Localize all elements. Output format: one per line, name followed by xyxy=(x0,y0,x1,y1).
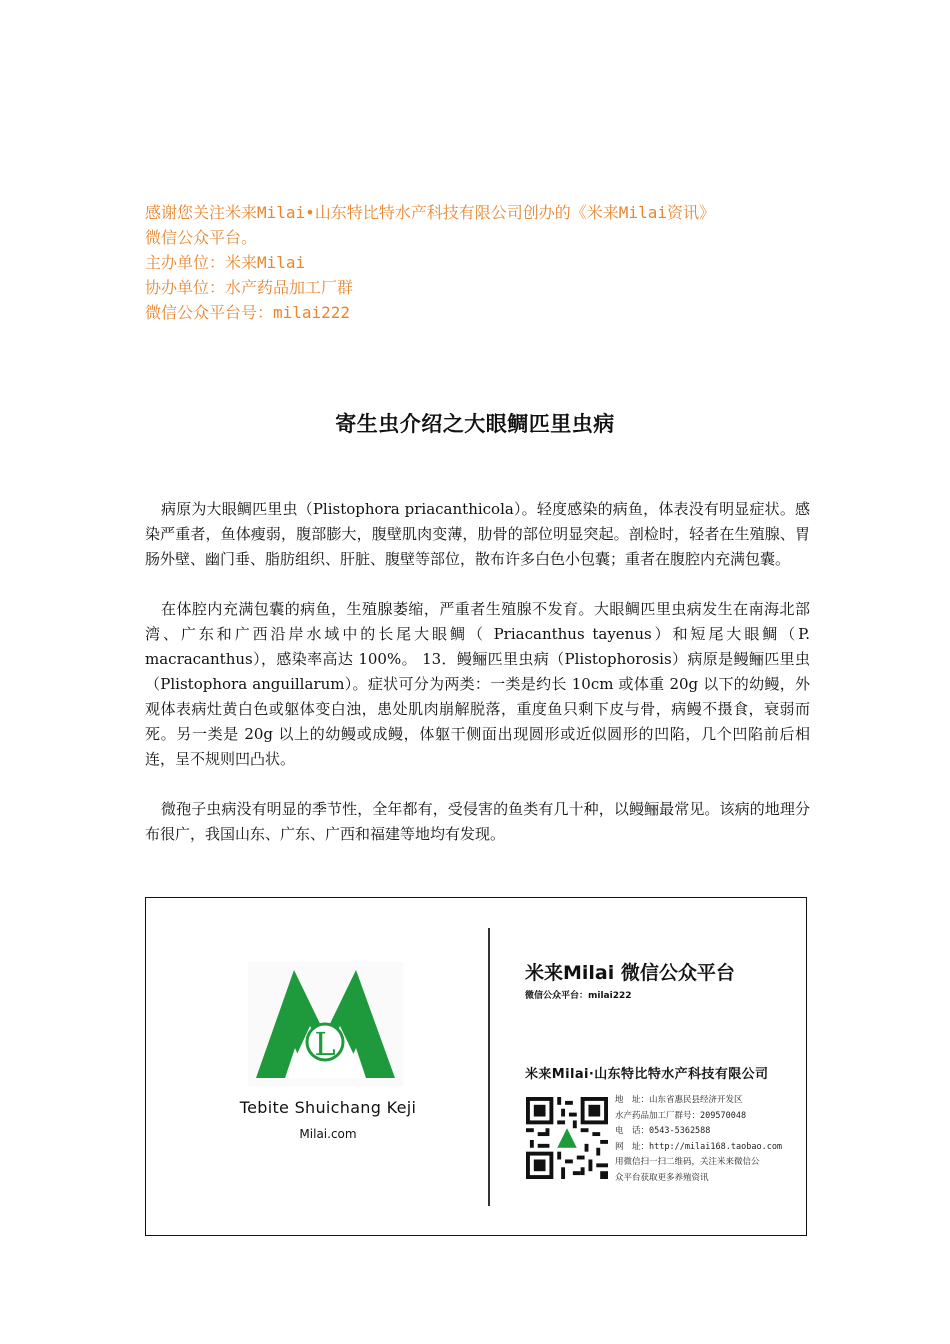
contact-scan-note-2: 众平台获取更多养殖资讯 xyxy=(615,1172,709,1183)
card-account: 微信公众平台：milai222 xyxy=(525,991,632,1001)
contact-address: 地 址：山东省惠民县经济开发区 xyxy=(615,1095,743,1105)
intro-block xyxy=(145,200,825,325)
business-card xyxy=(145,897,807,1236)
card-heading: 米来Milai 微信公众平台 xyxy=(525,962,735,984)
logo-letter: L xyxy=(314,1025,336,1063)
contact-info xyxy=(615,1093,782,1187)
co-host-line: 协办单位：水产药品加工厂群 xyxy=(145,278,354,297)
contact-group: 水产药品加工厂群号：209570048 xyxy=(615,1110,747,1121)
card-company: 米来Milai·山东特比特水产科技有限公司 xyxy=(525,1067,769,1082)
logo-english-name: Tebite Shuichang Keji xyxy=(239,1098,417,1117)
article-title: 寄生虫介绍之大眼鲷匹里虫病 xyxy=(335,411,615,436)
paragraph-2: 在体腔内充满包囊的病鱼，生殖腺萎缩，严重者生殖腺不发育。大眼鲷匹里虫病发生在南海北部湾、广东和广西沿岸水域中的长尾大眼鲷（ Priacanthus tayenus）和短尾大眼鲷（P. macracanthus），感染率高达 100%。 13．鳗鲡匹里虫病（Plistophorosis）病原是鳗鲡匹里虫（Plistophora anguillarum）。症状可分为两类：一类是约长 10cm 或体重 20g 以下的幼鳗，外观体表病灶黄白色或躯体变白浊，患处肌肉崩解脱落，重度鱼只剩下皮与骨，病鳗不摄食，衰弱而死。另一类是 20g 以上的幼鳗或成鳗，体躯干侧面出现圆形或近似圆形的凹陷，几个凹陷前后相连，呈不规则凹凸状。 xyxy=(145,600,810,768)
paragraph-3: 微孢子虫病没有明显的季节性，全年都有，受侵害的鱼类有几十种，以鳗鲡最常见。该病的地理分布很广，我国山东、广东、广西和福建等地均有发现。 xyxy=(145,800,810,843)
contact-website: 网 址：http://milai168.taobao.com xyxy=(615,1141,783,1152)
intro-line-2: 微信公众平台。 xyxy=(145,228,258,247)
milai-logo-icon xyxy=(248,962,403,1086)
article-body xyxy=(145,497,810,847)
host-line: 主办单位：米来Milai xyxy=(145,253,306,272)
paragraph-1: 病原为大眼鲷匹里虫（Plistophora priacanthicola）。轻度感染的病鱼，体表没有明显症状。感染严重者，鱼体瘦弱，腹部膨大，腹壁肌肉变薄，肋骨的部位明显突起。剖检时，轻者在生殖腺、胃肠外壁、幽门垂、脂肪组织、肝脏、腹壁等部位，散布许多白色小包囊；重者在腹腔内充满包囊。 xyxy=(145,500,810,568)
card-divider xyxy=(488,928,490,1206)
intro-line-1: 感谢您关注米来Milai•山东特比特水产科技有限公司创办的《米来Milai资讯》 xyxy=(145,203,715,222)
qr-code-icon xyxy=(526,1097,608,1179)
logo-url: Milai.com xyxy=(299,1127,357,1141)
milai-logo xyxy=(248,962,403,1086)
contact-scan-note-1: 用微信扫一扫二维码，关注米来微信公 xyxy=(615,1157,760,1168)
account-line: 微信公众平台号：milai222 xyxy=(145,303,351,322)
contact-phone: 电 话：0543-5362588 xyxy=(615,1126,711,1137)
